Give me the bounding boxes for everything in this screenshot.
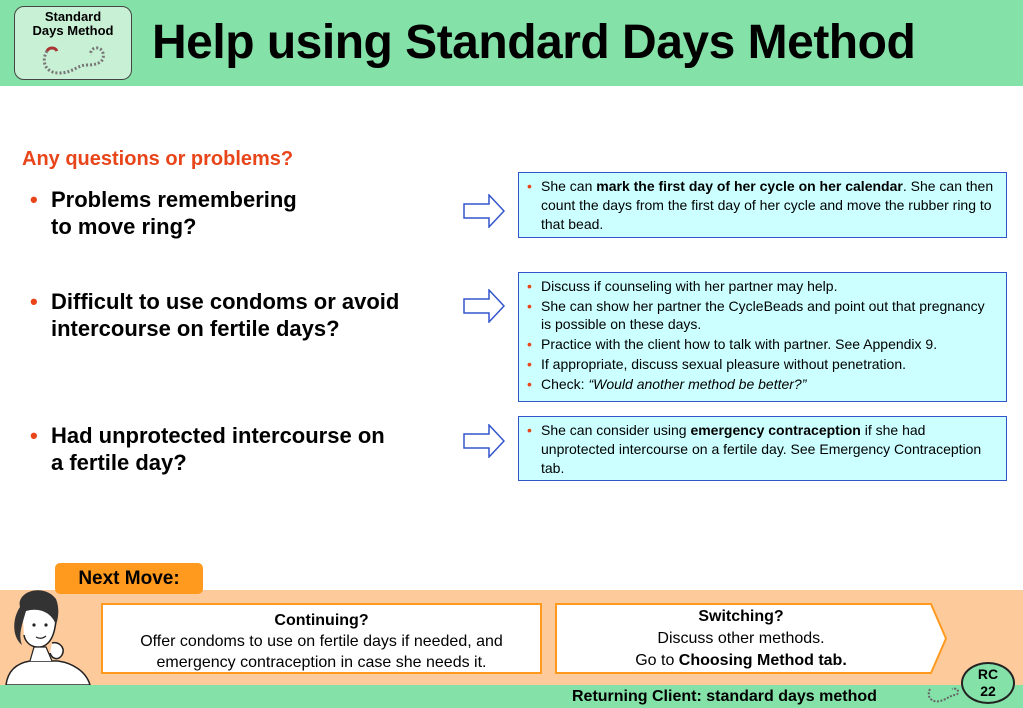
switching-title: Switching? — [698, 608, 784, 625]
answer-item — [527, 375, 998, 393]
answer-item: • If appropriate, discuss sexual pleasure without penetration. — [527, 355, 998, 373]
continuing-title: Continuing? — [274, 612, 369, 629]
question-line-2: a fertile day? — [51, 450, 187, 475]
badge-label — [15, 7, 131, 38]
page-code-line-2: 22 — [980, 683, 996, 699]
section-heading: Any questions or problems? — [22, 148, 294, 170]
choosing-method-tab-link: Choosing Method tab. — [678, 652, 847, 669]
question-condoms — [30, 288, 399, 342]
badge-line-2: Days Method — [32, 23, 114, 38]
question-line-1: Difficult to use condoms or avoid — [51, 289, 400, 314]
switching-line-1: Discuss other methods. — [657, 630, 825, 647]
continuing-text: Offer condoms to use on fertile days if needed, and emergency contraception in case she needs it. — [140, 633, 503, 671]
answer-text: She can — [541, 178, 597, 194]
question-remembering — [30, 186, 297, 240]
answer-box-remembering — [518, 172, 1007, 238]
switching-box — [555, 603, 947, 674]
answer-text: . She can then count the days from the first day of her cycle and move the rubber ring to that bead. — [541, 178, 994, 232]
next-move-label: Next Move: — [55, 563, 203, 594]
question-line-2: intercourse on fertile days? — [51, 316, 340, 341]
bullet-icon: • — [30, 187, 38, 212]
page-code-line-1: RC — [977, 666, 999, 682]
right-arrow-icon — [463, 424, 505, 458]
right-arrow-icon — [463, 194, 505, 228]
question-line-1: Had unprotected intercourse on — [51, 423, 385, 448]
page-code-badge — [961, 662, 1015, 704]
switching-line-2 — [555, 650, 927, 672]
cyclebeads-icon — [926, 683, 960, 705]
question-unprotected — [30, 422, 385, 476]
continuing-box — [101, 603, 542, 674]
answer-item: • She can show her partner the CycleBeads and point out that pregnancy is possible on these days. — [527, 297, 998, 333]
footer-title: Returning Client: standard days method — [572, 688, 877, 705]
bullet-icon: • — [30, 423, 38, 448]
answer-text: She can consider using — [541, 422, 691, 438]
switching-goto: Go to — [635, 652, 679, 669]
provider-avatar — [0, 585, 96, 685]
answer-item: • Discuss if counseling with her partner may help. — [527, 277, 998, 295]
method-badge — [14, 6, 132, 80]
answer-item: • Practice with the client how to talk with partner. See Appendix 9. — [527, 335, 998, 353]
answer-item — [527, 421, 998, 478]
check-label: Check: — [541, 376, 589, 392]
answer-box-condoms — [518, 272, 1007, 402]
switching-content — [555, 603, 927, 674]
answer-text: if she had unprotected intercourse on a fertile day. See Emergency Contraception tab. — [541, 422, 982, 476]
question-line-1: Problems remembering — [51, 187, 297, 212]
bullet-icon: • — [30, 289, 38, 314]
question-line-2: to move ring? — [51, 214, 197, 239]
page-title: Help using Standard Days Method — [152, 16, 916, 69]
right-arrow-icon — [463, 289, 505, 323]
answer-emphasis: mark the first day of her cycle on her calendar — [596, 178, 903, 194]
badge-line-1: Standard — [44, 9, 102, 24]
answer-emphasis: emergency contraception — [690, 422, 861, 438]
answer-item — [527, 177, 998, 234]
answer-box-unprotected — [518, 416, 1007, 481]
check-question: “Would another method be better?” — [588, 376, 807, 392]
cyclebeads-icon — [39, 43, 109, 77]
